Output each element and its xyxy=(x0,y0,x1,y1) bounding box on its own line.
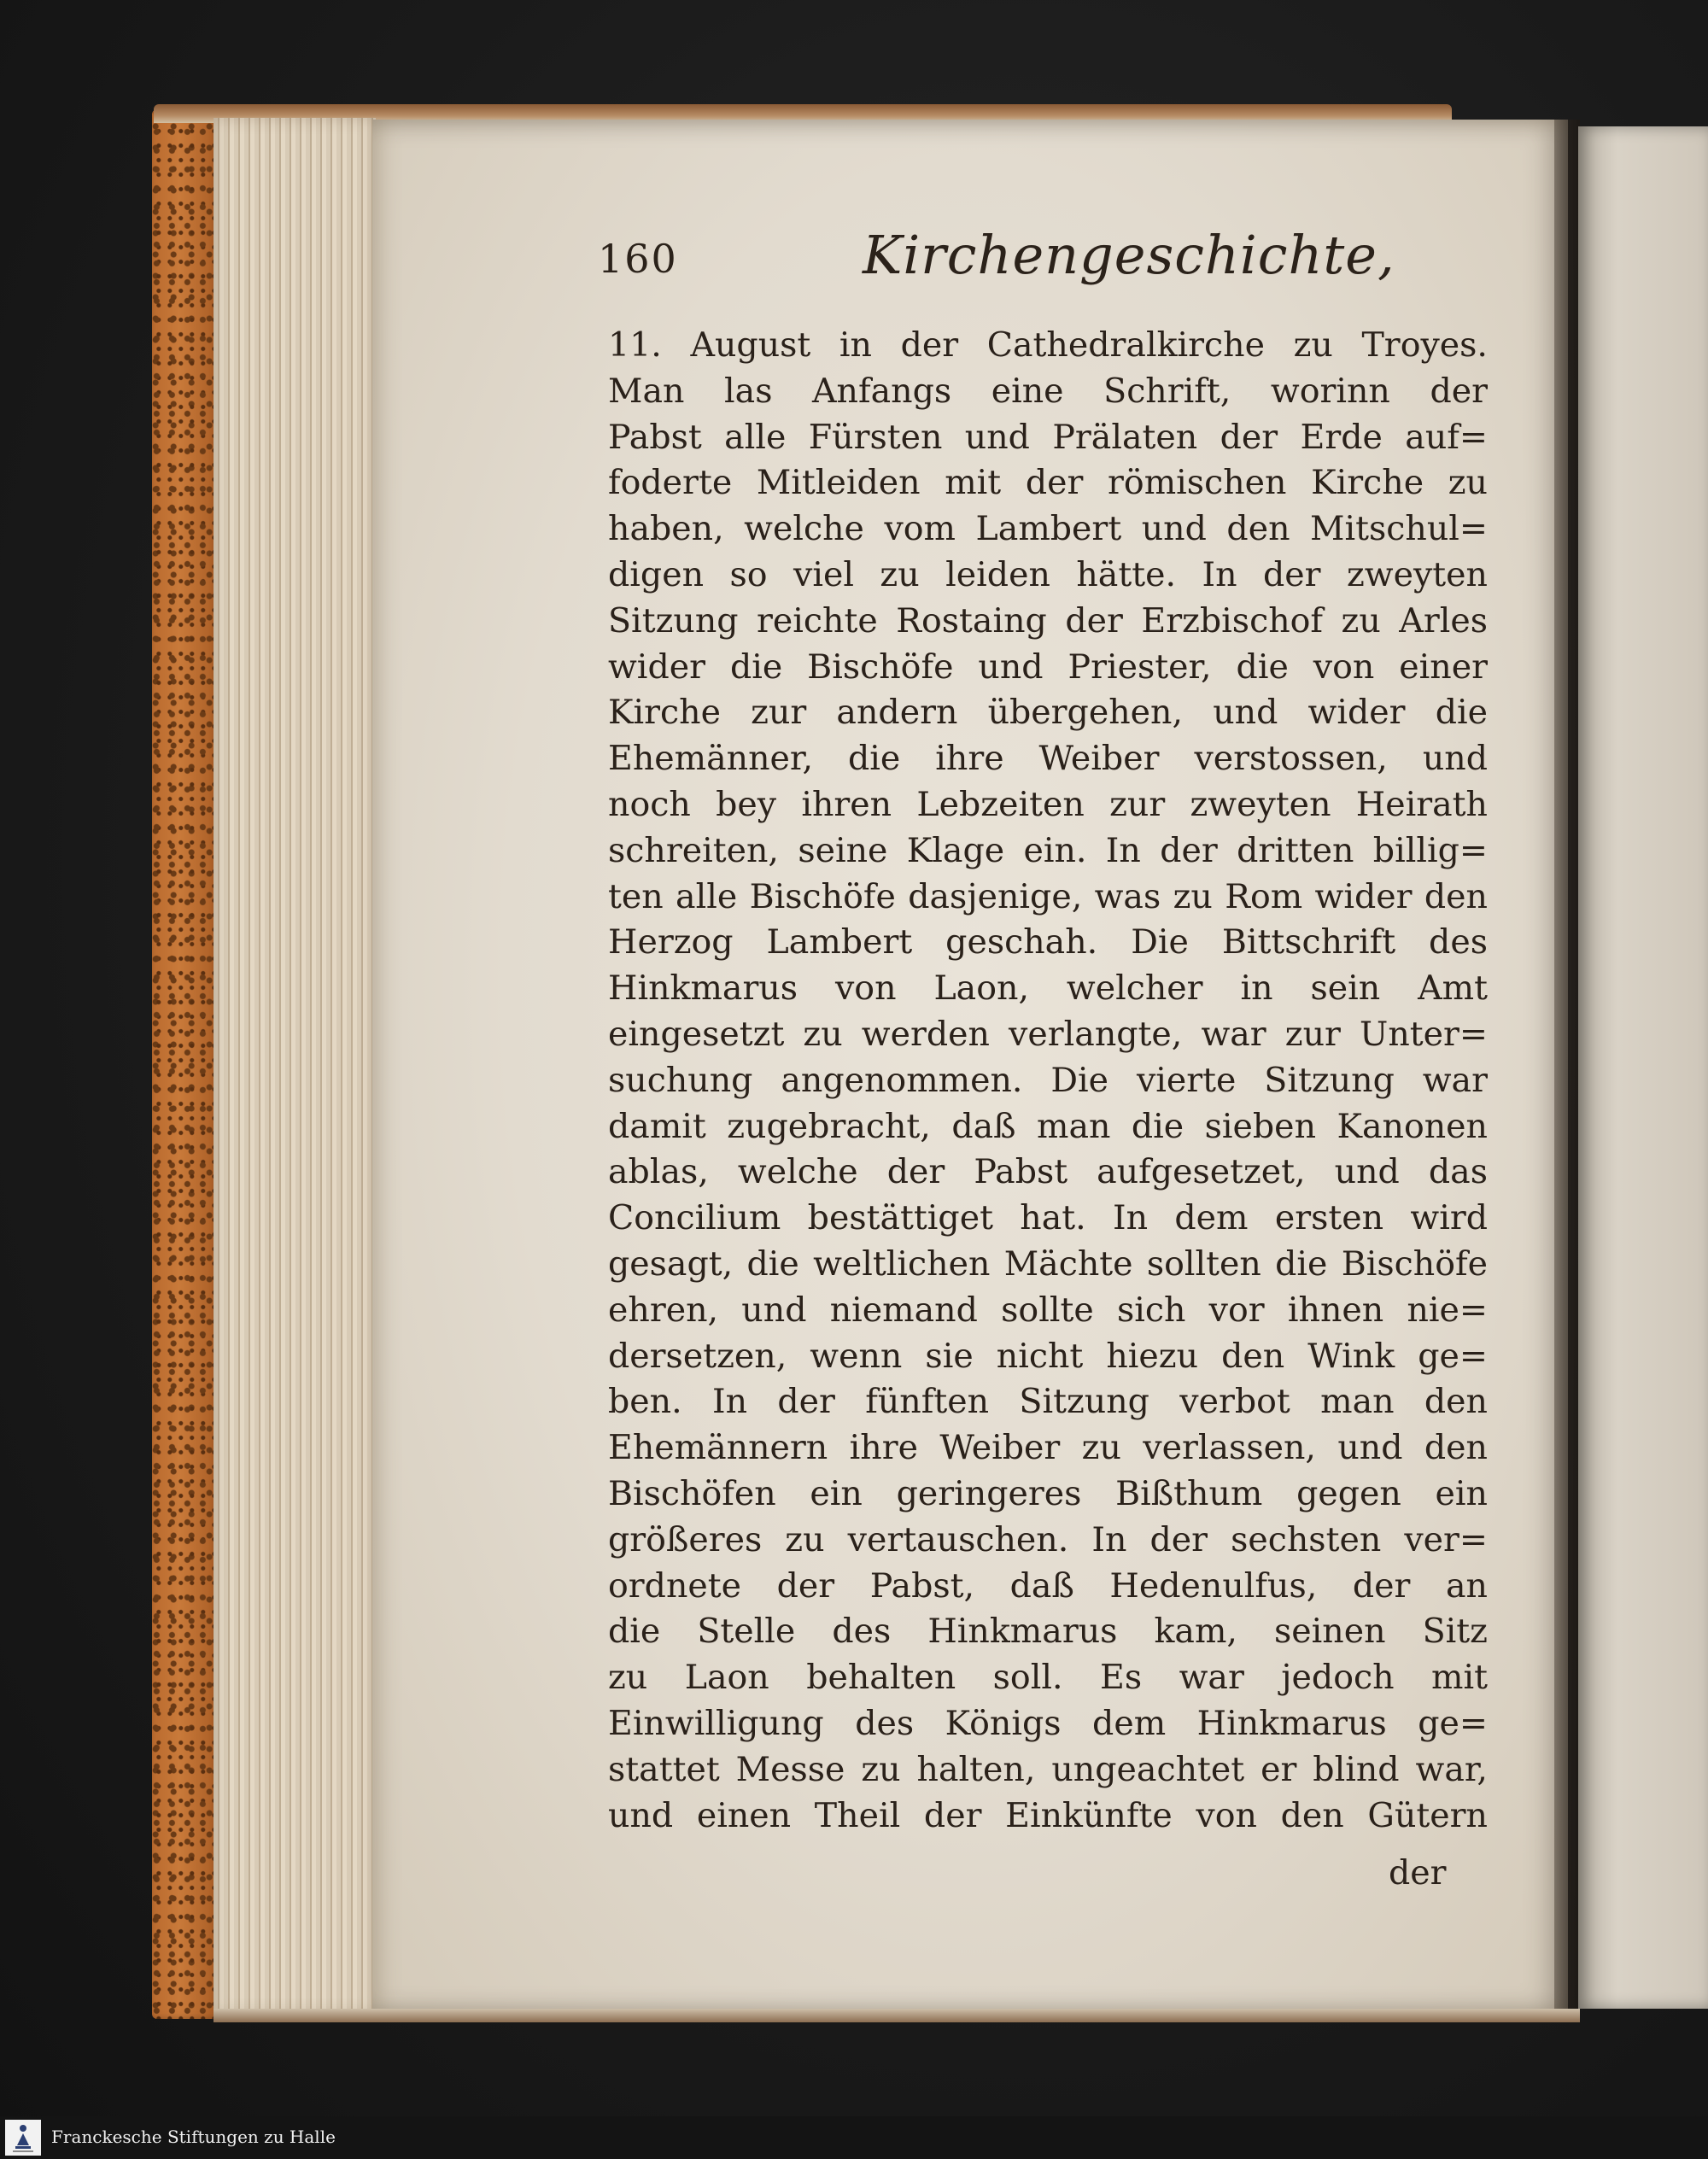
body-text xyxy=(608,323,1488,1839)
text-line: größeres zu vertauschen. In der sechsten ver= xyxy=(608,1519,1488,1559)
text-line: dersetzen, wenn sie nicht hiezu den Wink ge= xyxy=(608,1336,1488,1376)
text-line: und einen Theil der Einkünfte von den Gütern xyxy=(608,1795,1488,1835)
text-line: ben. In der fünften Sitzung verbot man den xyxy=(608,1382,1488,1422)
text-line: damit zugebracht, daß man die sieben Kanonen xyxy=(608,1106,1488,1146)
institution-name[interactable]: Franckesche Stiftungen zu Halle xyxy=(51,2127,336,2147)
text-line: Einwilligung des Königs dem Hinkmarus ge= xyxy=(608,1703,1488,1743)
text-line: Bischöfen ein geringeres Bißthum gegen ein xyxy=(608,1473,1488,1513)
text-line: noch bey ihren Lebzeiten zur zweyten Heirath xyxy=(608,784,1488,824)
text-line: die Stelle des Hinkmarus kam, seinen Sitz xyxy=(608,1612,1488,1652)
book-cover-edge xyxy=(152,109,220,2019)
text-line: stattet Messe zu halten, ungeachtet er blind war, xyxy=(608,1749,1488,1789)
text-line: suchung angenommen. Die vierte Sitzung war xyxy=(608,1060,1488,1100)
book-gutter xyxy=(1554,120,1580,2014)
running-title: Kirchengeschichte, xyxy=(863,224,1395,286)
text-line: Sitzung reichte Rostaing der Erzbischof zu Arles xyxy=(608,600,1488,641)
text-line: gesagt, die weltlichen Mächte sollten die Bischöfe xyxy=(608,1243,1488,1284)
text-line: haben, welche vom Lambert und den Mitschul= xyxy=(608,509,1488,549)
page-stack-edges xyxy=(214,118,376,2014)
institution-logo-icon xyxy=(5,2120,41,2156)
text-line: 11. August in der Cathedralkirche zu Troyes. xyxy=(608,325,1488,365)
text-line: Ehemännern ihre Weiber zu verlassen, und den xyxy=(608,1428,1488,1468)
catchword: der xyxy=(1389,1853,1447,1893)
text-line: wider die Bischöfe und Priester, die von einer xyxy=(608,647,1488,687)
book-bottom-edge xyxy=(214,2009,1580,2022)
footer-bar xyxy=(0,2116,1708,2159)
text-line: Concilium bestättiget hat. In dem ersten wird xyxy=(608,1198,1488,1238)
running-head xyxy=(598,224,1486,292)
text-line: zu Laon behalten soll. Es war jedoch mit xyxy=(608,1658,1488,1698)
right-page-edge xyxy=(1578,126,1708,2009)
text-line: schreiten, seine Klage ein. In der dritten billig= xyxy=(608,830,1488,870)
text-line: ehren, und niemand sollte sich vor ihnen nie= xyxy=(608,1290,1488,1330)
text-line: ordnete der Pabst, daß Hedenulfus, der an xyxy=(608,1565,1488,1606)
text-line: Herzog Lambert geschah. Die Bittschrift des xyxy=(608,922,1488,962)
text-line: Pabst alle Fürsten und Prälaten der Erde auf= xyxy=(608,417,1488,457)
text-line: Man las Anfangs eine Schrift, worinn der xyxy=(608,371,1488,411)
text-line: digen so viel zu leiden hätte. In der zweyten xyxy=(608,554,1488,594)
text-line: Hinkmarus von Laon, welcher in sein Amt xyxy=(608,968,1488,1009)
page-number: 160 xyxy=(598,236,678,282)
text-line: ablas, welche der Pabst aufgesetzet, und das xyxy=(608,1152,1488,1192)
text-line: ten alle Bischöfe dasjenige, was zu Rom wider den xyxy=(608,876,1488,916)
text-line: eingesetzt zu werden verlangte, war zur Unter= xyxy=(608,1014,1488,1054)
text-line: Ehemänner, die ihre Weiber verstossen, und xyxy=(608,739,1488,779)
text-line: Kirche zur andern übergehen, und wider die xyxy=(608,693,1488,733)
text-line: foderte Mitleiden mit der römischen Kirche zu xyxy=(608,463,1488,503)
